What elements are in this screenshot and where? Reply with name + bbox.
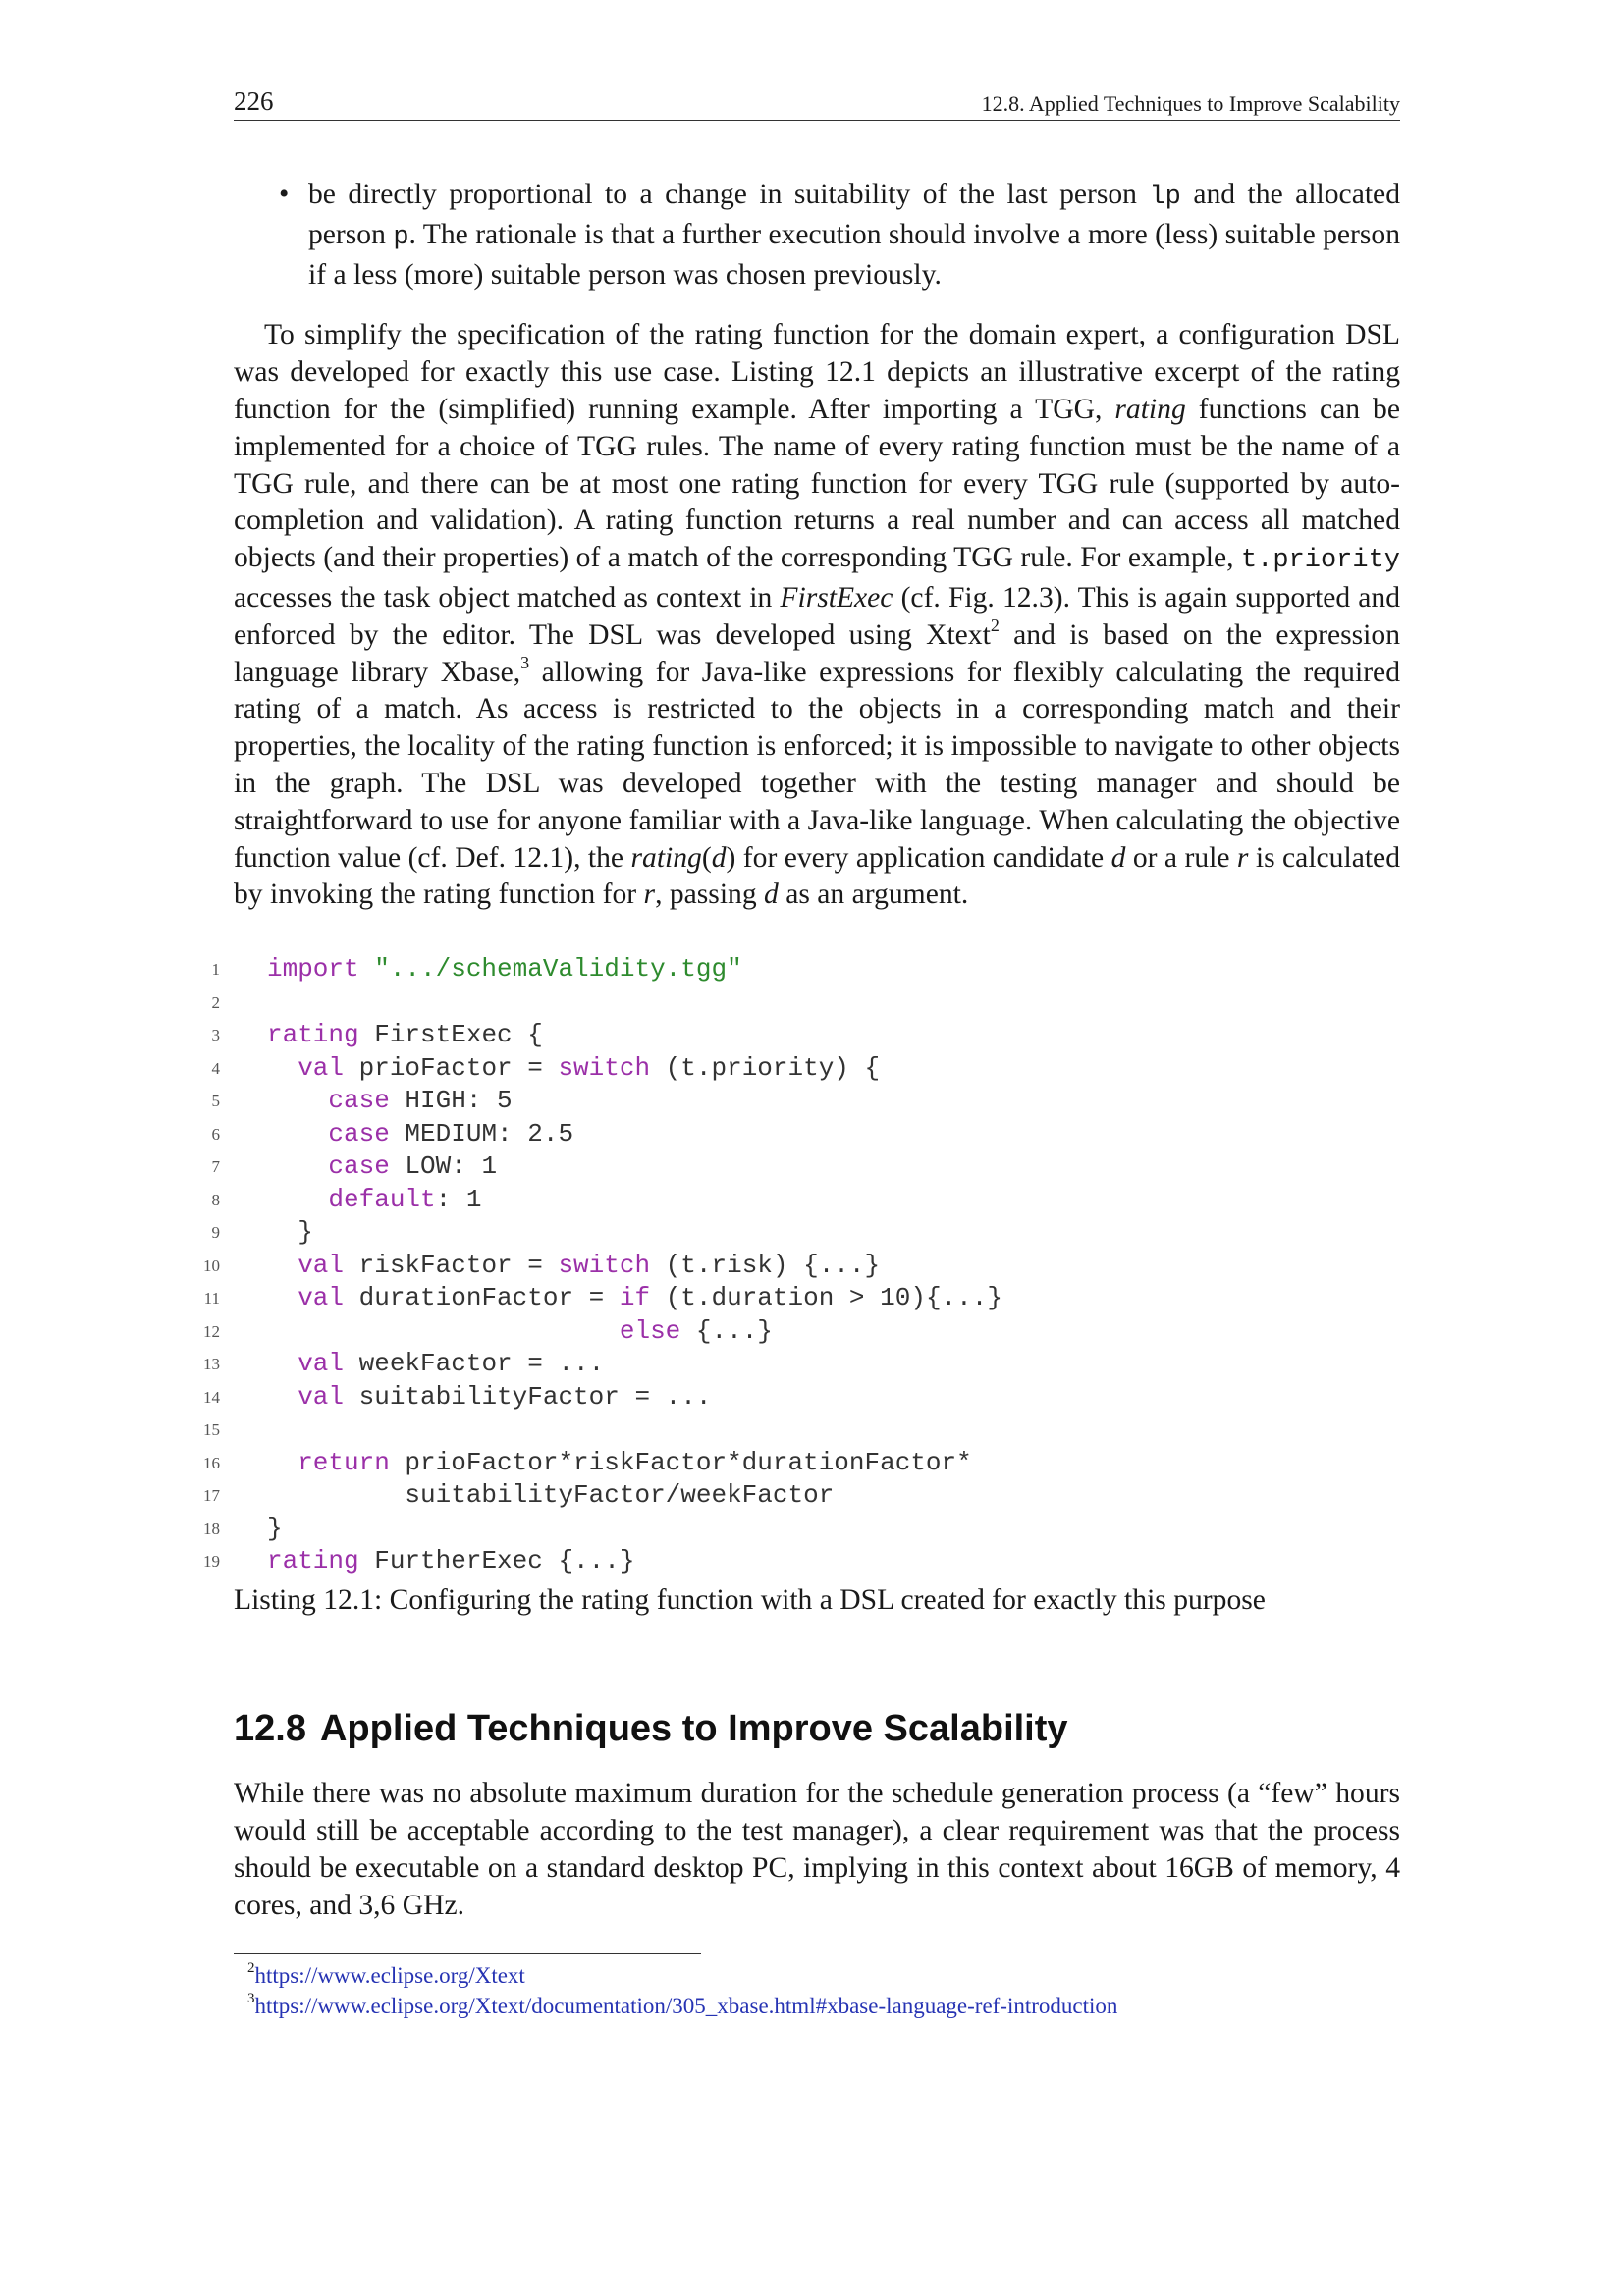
code-line <box>211 953 1400 987</box>
para-text-3: accesses the task object matched as context in <box>234 581 781 614</box>
code-token: {...} <box>680 1315 773 1346</box>
code-token: (t.risk) {...} <box>650 1250 881 1280</box>
code-line <box>203 1414 1400 1447</box>
para-italic-rating: rating <box>1114 393 1186 425</box>
para-italic-d: d <box>711 841 727 874</box>
code-keyword: val <box>267 1052 345 1083</box>
line-number-text: 18 <box>203 1519 220 1538</box>
bullet-text-2: and the allocated person <box>308 179 1400 250</box>
para-text-4: (cf. Fig. 12.3). This is again supported and enforced by the editor. The DSL was developed using Xtext <box>234 581 1400 651</box>
code-line <box>211 987 1400 1020</box>
bullet-icon: • <box>279 179 290 210</box>
code-listing <box>203 953 1400 1578</box>
line-number-text: 17 <box>203 1486 220 1506</box>
code-token: FurtherExec {...} <box>358 1546 635 1576</box>
code-token: : 1 <box>435 1184 482 1214</box>
footnote-ref-2[interactable]: 2 <box>990 614 1000 635</box>
code-keyword: return <box>267 1447 390 1477</box>
line-number-text: 7 <box>211 1157 220 1177</box>
page-body <box>203 177 1401 2021</box>
footnote-link-xbase[interactable]: https://www.eclipse.org/Xtext/documentation/305_xbase.html#xbase-language-ref-introduction <box>254 1994 1118 2019</box>
bullet-text-3: . The rationale is that a further execution should involve a more (less) suitable person if a less (more) suitable person was chosen previously. <box>308 218 1401 291</box>
footnote-3 <box>247 1991 1400 2021</box>
code-keyword: import <box>267 954 375 985</box>
code-line <box>211 1184 1400 1217</box>
code-token: riskFactor = <box>344 1250 559 1280</box>
code-text <box>267 1282 1002 1315</box>
line-number-text: 11 <box>203 1289 220 1308</box>
para-code-priority: t.priority <box>1240 546 1400 576</box>
code-text <box>267 1479 834 1513</box>
footnote-ref-3[interactable]: 3 <box>520 652 530 672</box>
code-line <box>211 1150 1400 1184</box>
running-title: 12.8. Applied Techniques to Improve Scalability <box>981 91 1400 116</box>
code-token: weekFactor = ... <box>344 1349 605 1379</box>
code-text <box>267 1348 604 1381</box>
section-number: 12.8 <box>234 1708 306 1750</box>
line-number-text: 1 <box>211 960 220 980</box>
line-number-text: 19 <box>203 1552 220 1572</box>
code-token: prioFactor = <box>344 1052 559 1083</box>
line-number-text: 2 <box>211 992 220 1012</box>
code-keyword: default <box>267 1184 436 1214</box>
code-line <box>211 1216 1400 1250</box>
code-line <box>211 1118 1400 1151</box>
code-text <box>267 1315 773 1349</box>
code-token: (t.priority) { <box>650 1052 881 1083</box>
code-line <box>211 1052 1400 1086</box>
para-text-8: or a rule <box>1125 841 1237 874</box>
bullet-item <box>234 177 1400 294</box>
footnotes <box>234 1960 1400 2021</box>
code-keyword: case <box>267 1118 390 1148</box>
code-keyword: val <box>267 1283 345 1313</box>
code-line <box>203 1348 1400 1381</box>
listing-caption: Listing 12.1: Configuring the rating function with a DSL created for exactly this purpose <box>234 1583 1266 1616</box>
line-number-text: 5 <box>211 1092 220 1111</box>
para-italic-d3: d <box>764 879 779 911</box>
code-text <box>267 1447 972 1480</box>
para-italic-rating-fn: rating <box>630 841 702 874</box>
code-text <box>267 1118 573 1151</box>
line-number-text: 13 <box>203 1355 220 1374</box>
code-token: durationFactor = <box>344 1283 620 1313</box>
footnote-2 <box>247 1960 1400 1991</box>
page-header <box>234 86 1400 121</box>
code-token: } <box>267 1217 313 1248</box>
para-italic-firstexec: FirstExec <box>780 581 893 614</box>
para-text-11: as an argument. <box>778 879 969 911</box>
code-keyword: val <box>267 1250 345 1280</box>
code-token: FirstExec { <box>358 1020 543 1050</box>
line-number-text: 14 <box>203 1387 220 1407</box>
line-number-text: 15 <box>203 1420 220 1440</box>
footnote-mark: 3 <box>247 1990 255 2006</box>
code-token: (t.duration > 10){...} <box>650 1283 1002 1313</box>
code-line <box>203 1250 1400 1283</box>
para-text-5: and is based on the expression language library Xbase, <box>234 618 1400 688</box>
code-text <box>267 1150 497 1184</box>
footnote-rule <box>234 1953 701 1954</box>
code-line <box>203 1282 1400 1315</box>
code-text <box>267 1184 481 1217</box>
footnote-link-xtext[interactable]: https://www.eclipse.org/Xtext <box>254 1963 525 1989</box>
bullet-code-lp: lp <box>1149 183 1181 212</box>
code-text <box>267 953 742 987</box>
section-title: Applied Techniques to Improve Scalability <box>319 1708 1068 1750</box>
code-keyword: switch <box>558 1250 651 1280</box>
code-keyword: case <box>267 1086 390 1116</box>
para-text-7: for every application candidate <box>735 841 1111 874</box>
code-keyword: val <box>267 1381 345 1412</box>
code-line <box>203 1513 1400 1546</box>
code-string: ".../schemaValidity.tgg" <box>374 954 742 985</box>
code-text <box>267 1381 711 1415</box>
code-text <box>267 1085 513 1118</box>
code-line <box>203 1479 1400 1513</box>
page-number: 226 <box>234 86 274 116</box>
para-italic-d2: d <box>1110 841 1126 874</box>
code-text <box>267 1019 543 1052</box>
code-keyword: val <box>267 1349 345 1379</box>
code-keyword: if <box>619 1283 651 1313</box>
code-token: LOW: 1 <box>389 1151 498 1182</box>
para-paren-close: ) <box>726 841 736 874</box>
code-token: suitabilityFactor = ... <box>344 1381 712 1412</box>
code-text <box>267 1216 313 1250</box>
line-number-text: 4 <box>211 1058 220 1078</box>
para-italic-r: r <box>1236 841 1249 874</box>
code-token: HIGH: 5 <box>389 1086 513 1116</box>
para-text-10: , passing <box>655 879 765 911</box>
para-text-2: functions can be implemented for a choice of TGG rules. The name of every rating function must be the name of a TGG rule, and there can be at most one rating function for every TGG rule (supported by auto-completion and validation). A rating function returns a real number and can access all matched objects (and their properties) of a match of the corresponding TGG rule. For example, <box>234 393 1400 574</box>
line-number-text: 10 <box>203 1255 220 1275</box>
code-keyword: rating <box>267 1020 359 1050</box>
code-keyword: rating <box>267 1546 359 1576</box>
code-keyword: else <box>267 1315 681 1346</box>
footnote-mark: 2 <box>247 1959 255 1976</box>
section-heading <box>234 1707 1400 1750</box>
code-keyword: switch <box>558 1052 651 1083</box>
code-token: prioFactor*riskFactor*durationFactor* <box>389 1447 972 1477</box>
code-token: MEDIUM: 2.5 <box>389 1118 574 1148</box>
body-paragraph <box>234 317 1400 914</box>
code-line <box>203 1315 1400 1349</box>
bullet-code-p: p <box>393 222 409 252</box>
code-text <box>267 1250 880 1283</box>
para-text-6: allowing for Java-like expressions for flexibly calculating the required rating of a match. As access is restricted to the objects in a corresponding match and their properties, the locality of the rating function is enforced; it is impossible to navigate to other objects in the graph. The DSL was developed together with the testing manager and should be straightforward to use for anyone familiar with a Java-like language. When calculating the objective function value (cf. Def. 12.1), the <box>234 656 1400 874</box>
line-number-text: 9 <box>211 1223 220 1243</box>
code-text <box>267 1545 634 1578</box>
code-line <box>211 1085 1400 1118</box>
code-token: suitabilityFactor/weekFactor <box>267 1480 835 1511</box>
line-number-text: 3 <box>211 1026 220 1045</box>
para-text-1: To simplify the specification of the rating function for the domain expert, a configuration DSL was developed for exactly this use case. Listing 12.1 depicts an illustrative excerpt of the rating function for the (simplified) running example. After importing a TGG, <box>234 319 1400 425</box>
line-number-text: 12 <box>203 1321 220 1341</box>
para-text-9: is calculated by invoking the rating function for <box>234 841 1400 911</box>
code-line <box>203 1381 1400 1415</box>
line-number-text: 16 <box>203 1453 220 1472</box>
section-paragraph: While there was no absolute maximum duration for the schedule generation process (a “few” hours would still be acceptable according to the test manager), a clear requirement was that the process should be executable on a standard desktop PC, implying in this context about 16GB of memory, 4 cores, and 3,6 GHz. <box>234 1778 1400 1921</box>
code-line <box>211 1019 1400 1052</box>
code-line <box>203 1447 1400 1480</box>
bullet-text-1: be directly proportional to a change in suitability of the last person <box>308 179 1150 210</box>
code-keyword: case <box>267 1151 390 1182</box>
code-text <box>267 1513 283 1546</box>
para-italic-r2: r <box>643 879 656 911</box>
line-number-text: 6 <box>211 1124 220 1144</box>
code-token: } <box>267 1513 283 1543</box>
line-number-text: 8 <box>211 1190 220 1209</box>
para-paren-open: ( <box>701 841 712 874</box>
code-text <box>267 1052 880 1086</box>
code-line <box>203 1545 1400 1578</box>
